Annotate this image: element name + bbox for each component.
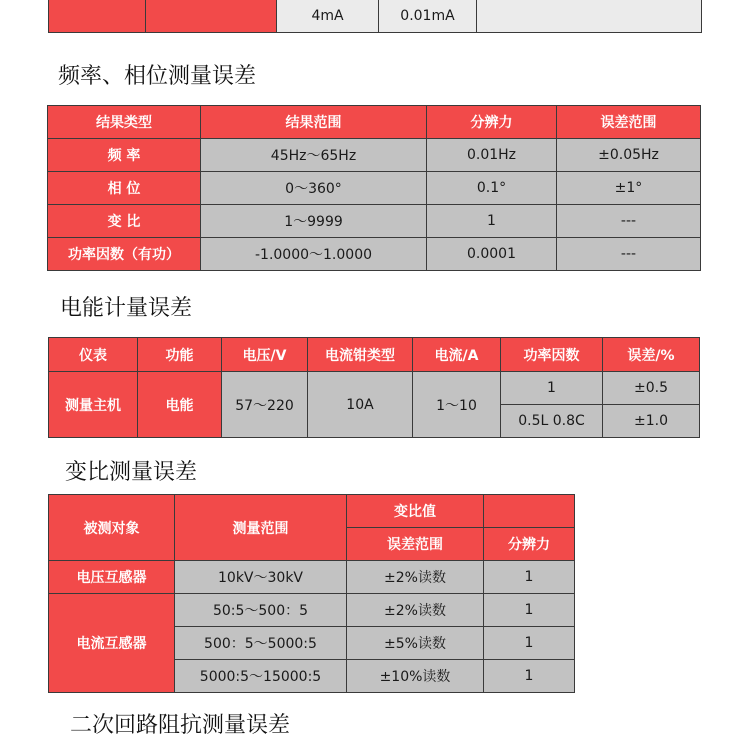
row-label-meter: 测量主机 [49, 372, 138, 438]
top-cell-1 [49, 0, 146, 33]
table-cell: ±2%读数 [347, 561, 484, 594]
table-cell: 1～10 [413, 372, 501, 438]
table-cell: --- [557, 205, 701, 238]
table-cell: 1～9999 [201, 205, 427, 238]
header-result-range: 结果范围 [201, 106, 427, 139]
header-power-factor: 功率因数 [501, 338, 603, 372]
table-cell: 10kV～30kV [175, 561, 347, 594]
header-meter: 仪表 [49, 338, 138, 372]
row-label-function: 电能 [138, 372, 222, 438]
table-cell: 0～360° [201, 172, 427, 205]
header-function: 功能 [138, 338, 222, 372]
table-cell: ±2%读数 [347, 594, 484, 627]
table-cell: 1 [484, 594, 575, 627]
top-cell-2 [146, 0, 277, 33]
table-cell: -1.0000～1.0000 [201, 238, 427, 271]
table-cell: 1 [484, 660, 575, 693]
energy-metering-table [48, 337, 700, 438]
section-title-ratio: 变比测量误差 [65, 460, 198, 485]
table-cell: 1 [501, 372, 603, 405]
header-error-range: 误差范围 [557, 106, 701, 139]
row-label-frequency: 频 率 [48, 139, 201, 172]
header-resolution: 分辨力 [484, 528, 575, 561]
table-cell: 57～220 [222, 372, 308, 438]
row-label-voltage-transformer: 电压互感器 [49, 561, 175, 594]
table-cell: 0.1° [427, 172, 557, 205]
section-title-energy: 电能计量误差 [60, 296, 193, 321]
header-resolution: 分辨力 [427, 106, 557, 139]
top-partial-table [48, 0, 702, 33]
header-measure-range: 测量范围 [175, 495, 347, 561]
section-title-impedance: 二次回路阻抗测量误差 [70, 713, 291, 738]
table-cell: 1 [484, 627, 575, 660]
row-label-current-transformer: 电流互感器 [49, 594, 175, 693]
header-object: 被测对象 [49, 495, 175, 561]
frequency-phase-table [47, 105, 701, 271]
row-label-phase: 相 位 [48, 172, 201, 205]
ratio-measurement-table [48, 494, 575, 693]
table-cell: 1 [427, 205, 557, 238]
row-label-power-factor: 功率因数（有功） [48, 238, 201, 271]
table-cell: --- [557, 238, 701, 271]
header-error-percent: 误差/% [603, 338, 700, 372]
row-label-ratio: 变 比 [48, 205, 201, 238]
table-cell: ±0.5 [603, 372, 700, 405]
table-cell: 45Hz～65Hz [201, 139, 427, 172]
section-title-frequency-phase: 频率、相位测量误差 [58, 64, 257, 89]
top-cell-3: 4mA [277, 0, 379, 33]
table-cell: ±1° [557, 172, 701, 205]
header-clamp-type: 电流钳类型 [308, 338, 413, 372]
table-cell: ±5%读数 [347, 627, 484, 660]
table-cell: 0.5L 0.8C [501, 405, 603, 438]
table-cell: 500：5～5000:5 [175, 627, 347, 660]
table-cell: 5000:5～15000:5 [175, 660, 347, 693]
header-result-type: 结果类型 [48, 106, 201, 139]
table-cell: 0.0001 [427, 238, 557, 271]
header-ratio-value: 变比值 [347, 495, 484, 528]
header-error-range: 误差范围 [347, 528, 484, 561]
table-cell: ±0.05Hz [557, 139, 701, 172]
table-cell: ±1.0 [603, 405, 700, 438]
table-cell: 0.01Hz [427, 139, 557, 172]
top-cell-5 [477, 0, 702, 33]
table-cell: ±10%读数 [347, 660, 484, 693]
header-voltage: 电压/V [222, 338, 308, 372]
table-cell: 50:5～500：5 [175, 594, 347, 627]
header-blank [484, 495, 575, 528]
top-cell-4: 0.01mA [379, 0, 477, 33]
table-cell: 10A [308, 372, 413, 438]
table-cell: 1 [484, 561, 575, 594]
header-current: 电流/A [413, 338, 501, 372]
